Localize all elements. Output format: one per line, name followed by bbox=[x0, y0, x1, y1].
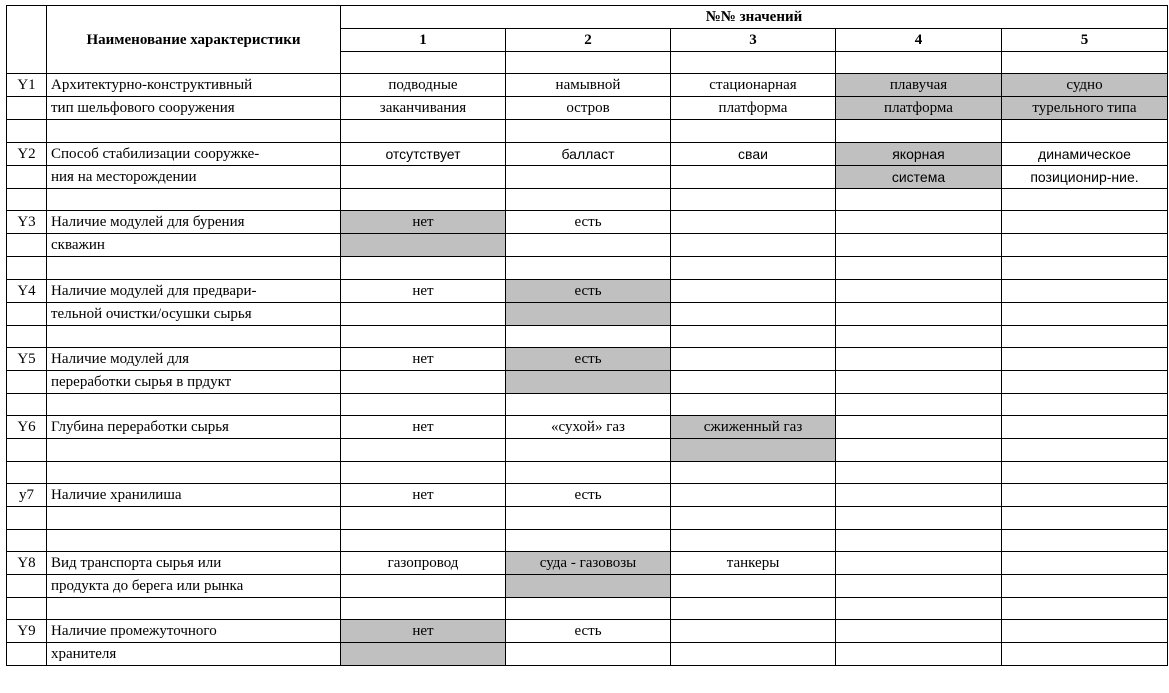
spacer-cell bbox=[47, 529, 341, 551]
characteristic-name-line: Способ стабилизации сооружке- bbox=[47, 142, 341, 165]
value-cell-3 bbox=[671, 211, 836, 234]
characteristic-id: Y4 bbox=[7, 279, 47, 302]
spacer-cell bbox=[671, 52, 836, 74]
value-cell-2 bbox=[506, 370, 671, 393]
value-cell-5 bbox=[1002, 416, 1168, 439]
characteristic-name-line: Наличие модулей для бурения bbox=[47, 211, 341, 234]
characteristic-name-line: скважин bbox=[47, 234, 341, 257]
characteristic-row bbox=[7, 165, 1168, 188]
value-cell-5 bbox=[1002, 439, 1168, 461]
value-cell-1: нет bbox=[341, 620, 506, 643]
value-cell-5 bbox=[1002, 370, 1168, 393]
characteristic-row bbox=[7, 370, 1168, 393]
spacer-cell bbox=[341, 52, 506, 74]
characteristic-name-line: Вид транспорта сырья или bbox=[47, 551, 341, 574]
value-cell-3 bbox=[671, 484, 836, 507]
characteristic-name-line: тельной очистки/осушки сырья bbox=[47, 302, 341, 325]
value-cell-3 bbox=[671, 643, 836, 666]
value-cell-3: танкеры bbox=[671, 551, 836, 574]
value-cell-1 bbox=[341, 234, 506, 257]
spacer-cell bbox=[341, 393, 506, 415]
spacer-cell bbox=[506, 461, 671, 483]
spacer-cell bbox=[1002, 325, 1168, 347]
characteristic-name-line bbox=[47, 507, 341, 529]
characteristic-row bbox=[7, 302, 1168, 325]
column-header-3: 3 bbox=[671, 29, 836, 52]
spacer-cell bbox=[1002, 461, 1168, 483]
spacer-cell bbox=[47, 188, 341, 210]
characteristic-row bbox=[7, 347, 1168, 370]
spacer-cell bbox=[47, 257, 341, 279]
values-header: №№ значений bbox=[341, 6, 1168, 29]
characteristic-name-line: Глубина переработки сырья bbox=[47, 416, 341, 439]
spacer-row bbox=[7, 393, 1168, 415]
spacer-cell bbox=[1002, 597, 1168, 619]
value-cell-3 bbox=[671, 279, 836, 302]
characteristic-id: Y6 bbox=[7, 416, 47, 439]
characteristic-name-line: Наличие промежуточного bbox=[47, 620, 341, 643]
spacer-cell bbox=[506, 120, 671, 142]
value-cell-1 bbox=[341, 439, 506, 461]
value-cell-5 bbox=[1002, 574, 1168, 597]
value-cell-5 bbox=[1002, 234, 1168, 257]
id-cell-empty bbox=[7, 325, 47, 347]
spacer-cell bbox=[506, 597, 671, 619]
value-cell-2 bbox=[506, 439, 671, 461]
spacer-cell bbox=[1002, 257, 1168, 279]
value-cell-4 bbox=[836, 370, 1002, 393]
characteristic-row bbox=[7, 507, 1168, 529]
value-cell-4 bbox=[836, 620, 1002, 643]
value-cell-3 bbox=[671, 574, 836, 597]
spacer-cell bbox=[836, 325, 1002, 347]
value-cell-5 bbox=[1002, 551, 1168, 574]
value-cell-5 bbox=[1002, 507, 1168, 529]
spacer-cell bbox=[836, 597, 1002, 619]
value-cell-5 bbox=[1002, 620, 1168, 643]
spacer-cell bbox=[1002, 188, 1168, 210]
spacer-cell bbox=[341, 597, 506, 619]
value-cell-1 bbox=[341, 643, 506, 666]
value-cell-5 bbox=[1002, 211, 1168, 234]
value-cell-3 bbox=[671, 347, 836, 370]
characteristic-id: Y1 bbox=[7, 74, 47, 97]
value-cell-4 bbox=[836, 484, 1002, 507]
spacer-cell bbox=[671, 461, 836, 483]
header-row-1 bbox=[7, 6, 1168, 29]
characteristic-name-line: Наличие модулей для bbox=[47, 347, 341, 370]
spacer-cell bbox=[47, 597, 341, 619]
characteristic-row bbox=[7, 439, 1168, 461]
value-cell-5 bbox=[1002, 643, 1168, 666]
value-cell-1 bbox=[341, 302, 506, 325]
characteristic-name-line bbox=[47, 439, 341, 461]
characteristic-row bbox=[7, 643, 1168, 666]
id-cell-empty bbox=[7, 302, 47, 325]
characteristic-row bbox=[7, 551, 1168, 574]
spacer-cell bbox=[836, 188, 1002, 210]
id-cell-empty bbox=[7, 507, 47, 529]
column-header-1: 1 bbox=[341, 29, 506, 52]
id-cell-empty bbox=[7, 234, 47, 257]
value-cell-4: плавучая bbox=[836, 74, 1002, 97]
spacer-cell bbox=[1002, 529, 1168, 551]
value-cell-3 bbox=[671, 370, 836, 393]
spacer-cell bbox=[671, 529, 836, 551]
column-header-4: 4 bbox=[836, 29, 1002, 52]
value-cell-2: есть bbox=[506, 484, 671, 507]
spacer-cell bbox=[671, 188, 836, 210]
spacer-cell bbox=[506, 257, 671, 279]
value-cell-1: нет bbox=[341, 484, 506, 507]
characteristics-table bbox=[6, 5, 1168, 666]
id-cell-empty bbox=[7, 165, 47, 188]
value-cell-4 bbox=[836, 643, 1002, 666]
spacer-cell bbox=[341, 188, 506, 210]
characteristic-id: Y5 bbox=[7, 347, 47, 370]
characteristic-id: Y8 bbox=[7, 551, 47, 574]
characteristic-name-line: ния на месторождении bbox=[47, 165, 341, 188]
value-cell-2: есть bbox=[506, 211, 671, 234]
value-cell-4 bbox=[836, 507, 1002, 529]
spacer-row bbox=[7, 257, 1168, 279]
value-cell-1: нет bbox=[341, 347, 506, 370]
id-cell-empty bbox=[7, 597, 47, 619]
value-cell-4 bbox=[836, 551, 1002, 574]
characteristic-row bbox=[7, 142, 1168, 165]
spacer-cell bbox=[47, 461, 341, 483]
characteristic-row bbox=[7, 416, 1168, 439]
id-cell-empty bbox=[7, 643, 47, 666]
value-cell-1 bbox=[341, 370, 506, 393]
characteristic-name-line: хранителя bbox=[47, 643, 341, 666]
value-cell-1: заканчивания bbox=[341, 97, 506, 120]
characteristic-name-line: продукта до берега или рынка bbox=[47, 574, 341, 597]
value-cell-5 bbox=[1002, 302, 1168, 325]
spacer-cell bbox=[836, 393, 1002, 415]
value-cell-4 bbox=[836, 574, 1002, 597]
characteristic-row bbox=[7, 234, 1168, 257]
spacer-row bbox=[7, 461, 1168, 483]
spacer-cell bbox=[47, 120, 341, 142]
value-cell-5 bbox=[1002, 279, 1168, 302]
spacer-cell bbox=[836, 120, 1002, 142]
characteristic-row bbox=[7, 97, 1168, 120]
spacer-cell bbox=[506, 393, 671, 415]
spacer-row bbox=[7, 325, 1168, 347]
spacer-cell bbox=[341, 120, 506, 142]
value-cell-3: платформа bbox=[671, 97, 836, 120]
column-header-5: 5 bbox=[1002, 29, 1168, 52]
value-cell-4: система bbox=[836, 165, 1002, 188]
characteristic-name-line: Наличие хранилиша bbox=[47, 484, 341, 507]
value-cell-4 bbox=[836, 211, 1002, 234]
value-cell-2: балласт bbox=[506, 142, 671, 165]
value-cell-3 bbox=[671, 439, 836, 461]
spacer-cell bbox=[1002, 120, 1168, 142]
characteristic-id: Y3 bbox=[7, 211, 47, 234]
value-cell-1: нет bbox=[341, 416, 506, 439]
spacer-cell bbox=[341, 529, 506, 551]
value-cell-3: сжиженный газ bbox=[671, 416, 836, 439]
value-cell-4 bbox=[836, 234, 1002, 257]
value-cell-3 bbox=[671, 620, 836, 643]
value-cell-1: газопровод bbox=[341, 551, 506, 574]
id-cell-empty bbox=[7, 97, 47, 120]
value-cell-2 bbox=[506, 302, 671, 325]
spacer-cell bbox=[1002, 52, 1168, 74]
value-cell-1: подводные bbox=[341, 74, 506, 97]
value-cell-2: намывной bbox=[506, 74, 671, 97]
spacer-cell bbox=[341, 257, 506, 279]
spacer-cell bbox=[506, 52, 671, 74]
spacer-row bbox=[7, 120, 1168, 142]
value-cell-4: якорная bbox=[836, 142, 1002, 165]
value-cell-1 bbox=[341, 574, 506, 597]
value-cell-4 bbox=[836, 302, 1002, 325]
spacer-row bbox=[7, 597, 1168, 619]
value-cell-3 bbox=[671, 165, 836, 188]
spacer-cell bbox=[836, 257, 1002, 279]
spacer-cell bbox=[47, 393, 341, 415]
characteristic-id: у7 bbox=[7, 484, 47, 507]
id-cell-empty bbox=[7, 439, 47, 461]
value-cell-5: турельного типа bbox=[1002, 97, 1168, 120]
value-cell-5: судно bbox=[1002, 74, 1168, 97]
spacer-cell bbox=[836, 529, 1002, 551]
value-cell-1: нет bbox=[341, 279, 506, 302]
characteristic-name-line: Наличие модулей для предвари- bbox=[47, 279, 341, 302]
value-cell-3: сваи bbox=[671, 142, 836, 165]
value-cell-4 bbox=[836, 279, 1002, 302]
value-cell-2 bbox=[506, 643, 671, 666]
id-cell-empty bbox=[7, 120, 47, 142]
characteristic-row bbox=[7, 484, 1168, 507]
value-cell-2 bbox=[506, 165, 671, 188]
id-cell-empty bbox=[7, 393, 47, 415]
value-cell-4 bbox=[836, 416, 1002, 439]
spacer-cell bbox=[671, 325, 836, 347]
spacer-cell bbox=[341, 325, 506, 347]
value-cell-3 bbox=[671, 302, 836, 325]
column-header-2: 2 bbox=[506, 29, 671, 52]
id-cell-empty bbox=[7, 574, 47, 597]
value-cell-5 bbox=[1002, 484, 1168, 507]
spacer-cell bbox=[341, 461, 506, 483]
spacer-cell bbox=[1002, 393, 1168, 415]
value-cell-1: отсутствует bbox=[341, 142, 506, 165]
value-cell-2 bbox=[506, 507, 671, 529]
spacer-cell bbox=[671, 120, 836, 142]
spacer-cell bbox=[671, 393, 836, 415]
value-cell-2: «сухой» газ bbox=[506, 416, 671, 439]
value-cell-3 bbox=[671, 507, 836, 529]
value-cell-2 bbox=[506, 234, 671, 257]
id-cell-empty bbox=[7, 461, 47, 483]
value-cell-4: платформа bbox=[836, 97, 1002, 120]
characteristic-name-line: переработки сырья в прдукт bbox=[47, 370, 341, 393]
spacer-cell bbox=[671, 257, 836, 279]
spacer-cell bbox=[506, 325, 671, 347]
spacer-cell bbox=[506, 529, 671, 551]
spacer-cell bbox=[47, 325, 341, 347]
characteristic-name-line: тип шельфового сооружения bbox=[47, 97, 341, 120]
value-cell-1 bbox=[341, 165, 506, 188]
value-cell-2 bbox=[506, 574, 671, 597]
spacer-cell bbox=[836, 461, 1002, 483]
name-column-header: Наименование характеристики bbox=[47, 6, 341, 74]
value-cell-5 bbox=[1002, 347, 1168, 370]
id-cell-empty bbox=[7, 529, 47, 551]
characteristic-row bbox=[7, 574, 1168, 597]
value-cell-1 bbox=[341, 507, 506, 529]
header-empty-cell bbox=[7, 6, 47, 74]
value-cell-2: есть bbox=[506, 347, 671, 370]
characteristic-row bbox=[7, 620, 1168, 643]
value-cell-2: остров bbox=[506, 97, 671, 120]
id-cell-empty bbox=[7, 188, 47, 210]
characteristic-name-line: Архитектурно-конструктивный bbox=[47, 74, 341, 97]
spacer-cell bbox=[836, 52, 1002, 74]
spacer-row bbox=[7, 188, 1168, 210]
value-cell-3 bbox=[671, 234, 836, 257]
value-cell-3: стационарная bbox=[671, 74, 836, 97]
characteristic-id: Y9 bbox=[7, 620, 47, 643]
value-cell-5: позиционир-ние. bbox=[1002, 165, 1168, 188]
characteristic-row bbox=[7, 211, 1168, 234]
id-cell-empty bbox=[7, 370, 47, 393]
characteristic-id: Y2 bbox=[7, 142, 47, 165]
value-cell-5: динамическое bbox=[1002, 142, 1168, 165]
characteristic-row bbox=[7, 74, 1168, 97]
spacer-cell bbox=[671, 597, 836, 619]
value-cell-2: есть bbox=[506, 279, 671, 302]
id-cell-empty bbox=[7, 257, 47, 279]
value-cell-1: нет bbox=[341, 211, 506, 234]
value-cell-4 bbox=[836, 347, 1002, 370]
spacer-row bbox=[7, 529, 1168, 551]
spacer-cell bbox=[506, 188, 671, 210]
value-cell-2: суда - газовозы bbox=[506, 551, 671, 574]
value-cell-2: есть bbox=[506, 620, 671, 643]
value-cell-4 bbox=[836, 439, 1002, 461]
characteristic-row bbox=[7, 279, 1168, 302]
